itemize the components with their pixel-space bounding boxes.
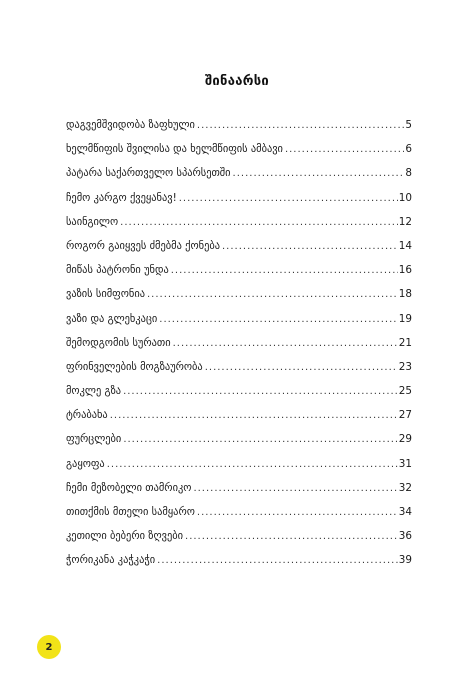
toc-entry-title: ფრინველების მოგზაურობა [66,360,203,373]
toc-entry-title: პატარა საქართველო სპარსეთში [66,167,231,180]
toc-dot-leader [222,240,398,254]
toc-entry-page: 21 [398,336,412,349]
toc-entry [66,263,412,287]
toc-entry [66,432,412,456]
toc-entry-title: ჩემი მეზობელი თამრიკო [66,481,192,494]
toc-entry-title: ჭორიკანა კაჭკაჭი [66,554,156,567]
toc-entry-title: დაგვემშვიდობა ზაფხული [66,119,195,131]
toc-entry-title: კეთილი ბებერი ზღვები [66,530,184,543]
page-number-badge [37,635,61,659]
toc-entry-page: 36 [398,530,412,543]
toc-entry [66,457,412,481]
toc-entry-page: 32 [398,481,412,494]
toc-dot-leader [123,385,398,399]
toc-entry [66,408,412,432]
toc-title: შინაარსი [204,74,270,89]
toc-entry [66,312,412,336]
toc-dot-leader [197,506,398,520]
toc-dot-leader [107,458,398,472]
toc-dot-leader [179,192,398,206]
toc-entry-title: საინგილო [66,215,119,228]
toc-dot-leader [205,361,398,375]
toc-entry-page: 19 [398,312,412,325]
toc-dot-leader [197,119,404,133]
toc-dot-leader [193,482,397,496]
toc-entry-page: 29 [398,433,412,446]
toc-entry [66,336,412,360]
toc-entry-page: 31 [398,457,412,470]
toc-dot-leader [123,433,397,447]
toc-entry [66,505,412,529]
toc-entry [66,118,412,142]
toc-entry-title: გაყოფა [66,457,105,470]
page-number: 2 [45,641,53,653]
toc-entry-title: როგორ გაიყვეს ძმებმა ქონება [66,239,220,252]
toc-entry-page: 34 [398,506,412,518]
toc-entry [66,215,412,239]
toc-entry [66,287,412,311]
toc-dot-leader [110,409,398,423]
toc-entry-page: 18 [398,288,412,301]
toc-entry-page: 10 [398,191,412,204]
toc-entry-page: 23 [398,360,412,373]
toc-entry-title: მიწას პატრონი უნდა [66,264,169,277]
toc-entry [66,553,412,577]
toc-entry [66,239,412,263]
toc-entry [66,142,412,166]
toc-entry [66,384,412,408]
toc-entry-title: თითქმის მთელი სამყარო [66,506,195,518]
toc-dot-leader [285,143,404,157]
toc-dot-leader [147,288,398,302]
toc-dot-leader [171,264,398,278]
toc-entry-page: 16 [398,264,412,277]
toc-entry-title: შემოდგომის სურათი [66,336,171,349]
toc-entry-page: 6 [405,143,412,156]
toc-dot-leader [157,554,398,568]
toc-entry-title: ვაზის სიმფონია [66,288,145,301]
toc-entry-title: ფურცლები [66,433,122,446]
toc-dot-leader [185,530,398,544]
toc-dot-leader [159,313,398,327]
toc-entry-page: 27 [398,409,412,422]
toc-entry [66,481,412,505]
toc-entry-page: 8 [405,167,412,180]
toc-dot-leader [120,216,398,230]
toc-dot-leader [173,337,398,351]
toc-entry-page: 39 [398,554,412,567]
toc-entry-title: მოკლე გზა [66,385,122,398]
toc-entry-title: ვაზი და გლეხკაცი [66,312,158,325]
toc-entry-page: 25 [398,385,412,398]
toc-entry [66,166,412,190]
toc-entry-page: 5 [405,119,412,131]
toc-entry [66,529,412,553]
toc-entry-title: ჩემო კარგო ქვეყანავ! [66,191,177,204]
toc-entry-title: ტრაბახა [66,409,108,422]
toc-entry [66,360,412,384]
toc-entry [66,191,412,215]
toc-entry-page: 14 [398,239,412,252]
toc-dot-leader [233,167,405,181]
toc-entry-page: 12 [398,215,412,228]
toc-list [66,118,412,578]
toc-entry-title: ხელმწიფის შვილისა და ხელმწიფის ამბავი [66,143,283,156]
